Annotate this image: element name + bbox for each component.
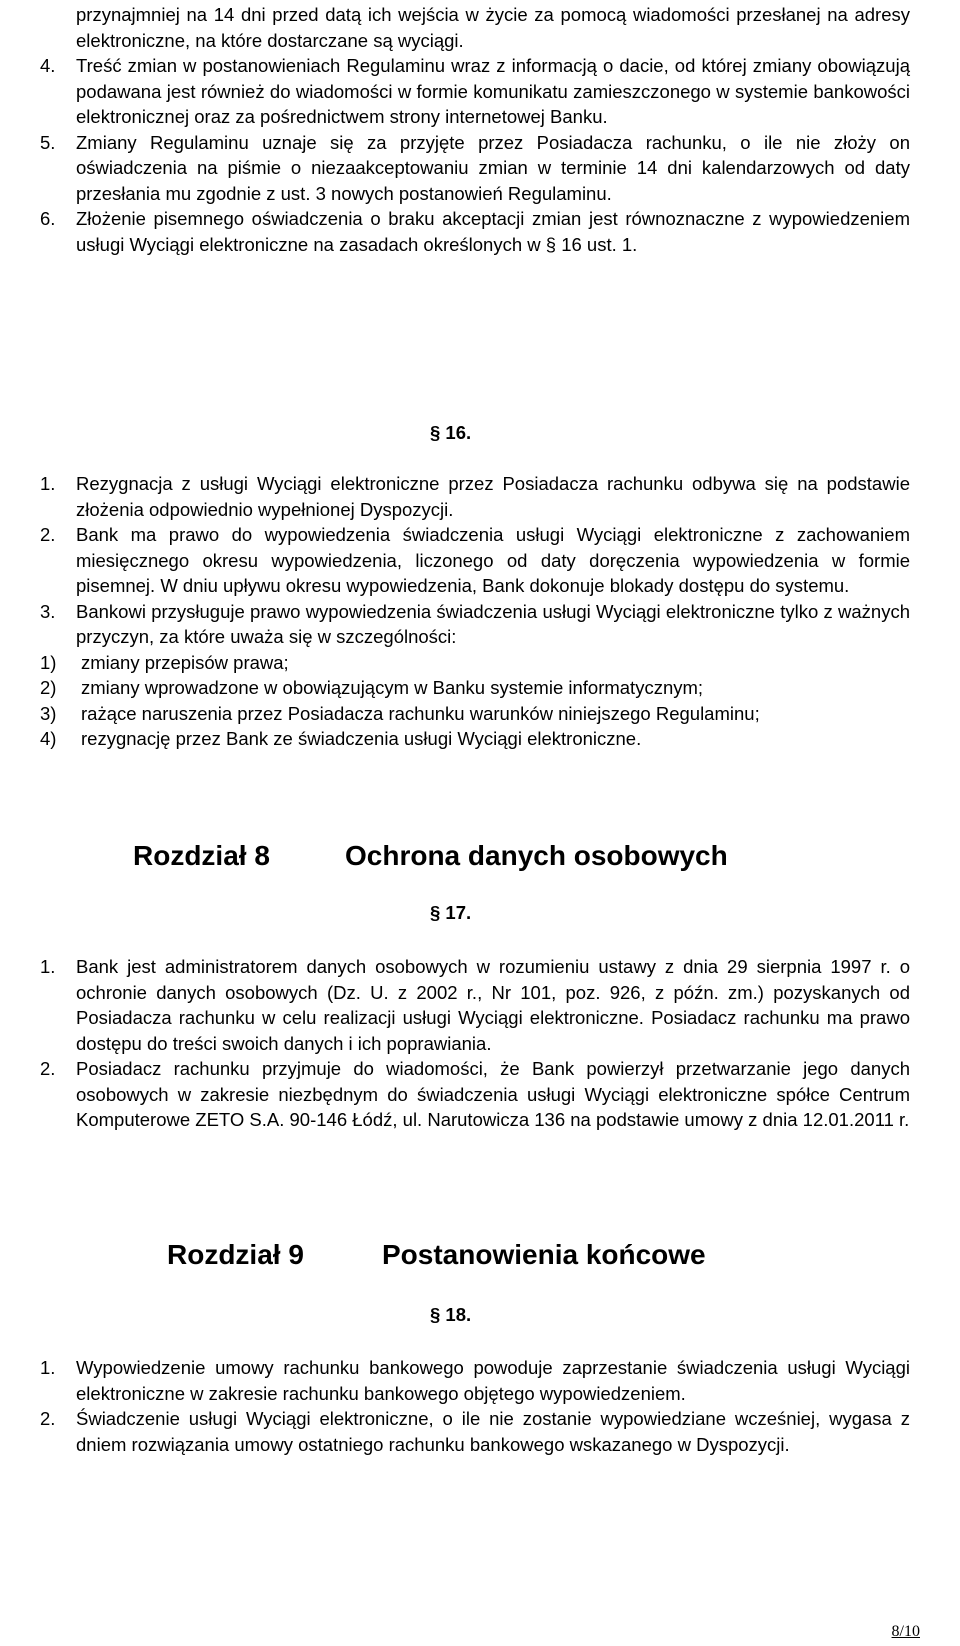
item-text: Rezygnacja z usługi Wyciągi elektroniczne przez Posiadacza rachunku odbywa się na podstawie złożenia odpowiednio wypełnionej Dyspozycji.: [76, 473, 910, 520]
item-text: Treść zmian w postanowieniach Regulaminu wraz z informacją o dacie, od której zmiany obowiązują podawana jest również do wiadomości w formie komunikatu zamieszczonego w systemie bankowości elektronicznej oraz za pośrednictwem strony internetowej Banku.: [76, 55, 910, 127]
item-number: 4.: [40, 55, 56, 76]
sub-list-item: [40, 726, 910, 752]
item-text: Złożenie pisemnego oświadczenia o braku akceptacji zmian jest równoznaczne z wypowiedzeniem usługi Wyciągi elektroniczne na zasadach określonych w § 16 ust. 1.: [76, 208, 910, 255]
section-18-body: [40, 1355, 910, 1457]
item-text: Posiadacz rachunku przyjmuje do wiadomości, że Bank powierzył przetwarzanie jego danych osobowych w zakresie niezbędnym do świadczenia usługi Wyciągi elektroniczne spółce Centrum Komputerowe ZETO S.A. 90-146 Łódź, ul. Narutowicza 136 na podstawie umowy z dnia 12.01.2011 r.: [76, 1058, 910, 1130]
list-item: [40, 599, 910, 650]
item-text: Bank jest administratorem danych osobowych w rozumieniu ustawy z dnia 29 sierpnia 1997 r. o ochronie danych osobowych (Dz. U. z 2002 r., Nr 101, poz. 926, z późn. zm.) pozyskanych od Posiadacza rachunku w celu realizacji usługi Wyciągi elektroniczne. Posiadacz rachunku ma prawo dostępu do treści swoich danych i ich poprawiania.: [76, 956, 910, 1054]
list-item: [40, 206, 910, 257]
item-number: 1.: [40, 1357, 56, 1378]
item-text: Bankowi przysługuje prawo wypowiedzenia świadczenia usługi Wyciągi elektroniczne tylko z ważnych przyczyn, za które uważa się w szczególności:: [76, 600, 910, 647]
chapter-9-title: Postanowienia końcowe: [382, 1239, 706, 1270]
list-item: [40, 1056, 910, 1133]
sub-item-number: 1): [40, 651, 57, 673]
item-number: 6.: [40, 208, 56, 229]
sub-item-number: 3): [40, 702, 57, 724]
sub-item-number: 2): [40, 677, 57, 698]
section-17-heading: § 17.: [430, 902, 472, 923]
list-item: [40, 954, 910, 1056]
section-17-body: [40, 954, 910, 1133]
item-number: 1.: [40, 473, 56, 494]
item-number: 2.: [40, 1058, 56, 1079]
item-number: 3.: [40, 600, 56, 622]
section-15-continuation: [40, 2, 910, 257]
sub-item-text: zmiany przepisów prawa;: [81, 651, 289, 673]
sub-list-item: [40, 701, 910, 727]
page-number: 8/10: [891, 1623, 920, 1640]
chapter-9-label: Rozdział 9: [167, 1239, 304, 1270]
sub-list-item: [40, 675, 910, 701]
item-text: Wypowiedzenie umowy rachunku bankowego powoduje zaprzestanie świadczenia usługi Wyciągi elektroniczne w zakresie rachunku bankowego objętego wypowiedzeniem.: [76, 1357, 910, 1404]
section-16-body: [40, 471, 910, 752]
sub-item-text: zmiany wprowadzone w obowiązującym w Banku systemie informatycznym;: [81, 677, 704, 698]
item-text: Świadczenie usługi Wyciągi elektroniczne, o ile nie zostanie wypowiedziane wcześniej, wygasa z dniem rozwiązania umowy ostatniego rachunku bankowego wskazanego w Dyspozycji.: [76, 1408, 910, 1455]
item-number: 5.: [40, 131, 56, 153]
list-item: [40, 471, 910, 522]
list-item: [40, 1355, 910, 1406]
sub-item-text: rezygnację przez Bank ze świadczenia usługi Wyciągi elektroniczne.: [81, 728, 642, 749]
item-number: 2.: [40, 524, 56, 545]
list-item: [40, 130, 910, 207]
list-item: [40, 522, 910, 599]
sub-item-text: rażące naruszenia przez Posiadacza rachunku warunków niniejszego Regulaminu;: [81, 702, 760, 724]
chapter-8-label: Rozdział 8: [133, 840, 270, 871]
item-number: 1.: [40, 956, 56, 977]
section-16-heading: § 16.: [430, 422, 472, 443]
sub-item-number: 4): [40, 728, 57, 749]
paragraph-continuation: przynajmniej na 14 dni przed datą ich wejścia w życie za pomocą wiadomości przesłanej na adresy elektroniczne, na które dostarczane są wyciągi.: [76, 4, 910, 51]
item-text: Bank ma prawo do wypowiedzenia świadczenia usługi Wyciągi elektroniczne z zachowaniem miesięcznego okresu wypowiedzenia, liczonego od daty doręczenia wypowiedzenia w formie pisemnej. W dniu upływu okresu wypowiedzenia, Bank dokonuje blokady dostępu do systemu.: [76, 524, 910, 596]
item-text: Zmiany Regulaminu uznaje się za przyjęte przez Posiadacza rachunku, o ile nie złoży on oświadczenia na piśmie o niezaakceptowaniu zmian w terminie 14 dni kalendarzowych od daty przesłania mu zgodnie z ust. 3 nowych postanowień Regulaminu.: [76, 131, 910, 204]
chapter-8-title: Ochrona danych osobowych: [345, 840, 728, 871]
section-18-heading: § 18.: [430, 1304, 472, 1325]
item-number: 2.: [40, 1408, 56, 1429]
list-item: [40, 53, 910, 130]
list-item: [40, 1406, 910, 1457]
sub-list-item: [40, 650, 910, 676]
